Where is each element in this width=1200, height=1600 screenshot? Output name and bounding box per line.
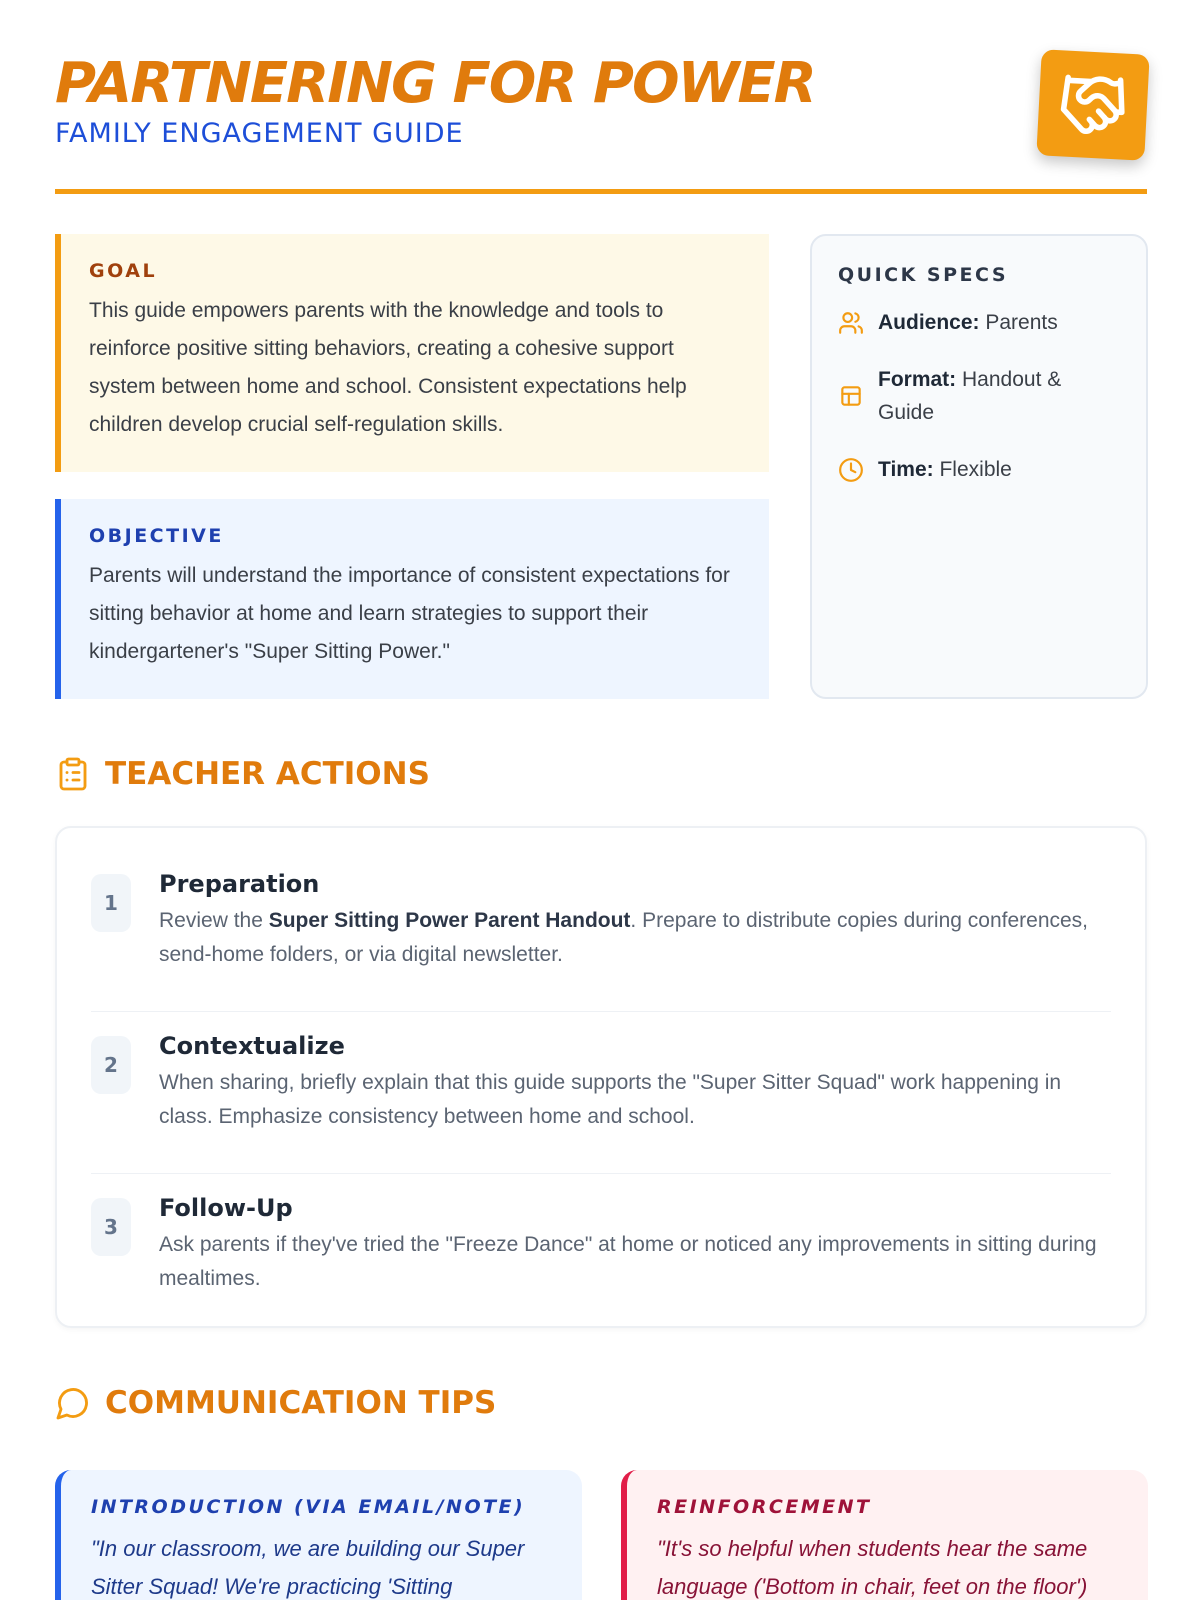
spec-time-value: Flexible	[939, 458, 1012, 481]
step-description: Ask parents if they've tried the "Freeze Dance" at home or noticed any improvements in sitting during mealtimes.	[159, 1233, 1097, 1290]
introduction-tip-card	[55, 1470, 582, 1600]
spec-time-key: Time:	[878, 458, 934, 481]
clock-icon	[838, 457, 864, 483]
action-step	[91, 850, 1111, 1012]
page-header	[55, 52, 1147, 194]
spec-audience-key: Audience:	[878, 311, 980, 334]
spec-format-value: Handout & Guide	[878, 368, 1062, 424]
reinforcement-tip-text: "It's so helpful when students hear the same language ('Bottom in chair, feet on the floor')	[657, 1536, 1088, 1599]
clipboard-icon	[55, 755, 91, 793]
quick-specs-title: QUICK SPECS	[838, 264, 1008, 286]
step-title: Follow-Up	[159, 1194, 293, 1222]
spec-audience	[838, 306, 1120, 339]
spec-time	[838, 453, 1120, 486]
speech-bubble-icon	[55, 1385, 91, 1421]
reinforcement-tip-card	[621, 1470, 1148, 1600]
spec-format	[838, 363, 1120, 429]
teacher-actions-title: TEACHER ACTIONS	[105, 756, 430, 792]
page-title: PARTNERING FOR POWER	[55, 51, 815, 116]
step-description: Review the Super Sitting Power Parent Handout. Prepare to distribute copies during conferences, send-home folders, or via digital newsletter.	[159, 909, 1089, 966]
action-step	[91, 1012, 1111, 1174]
introduction-tip-text: "In our classroom, we are building our Super Sitter Squad! We're practicing 'Sitting	[91, 1536, 525, 1599]
objective-box	[55, 499, 769, 699]
communication-tips-heading	[55, 1385, 496, 1421]
reinforcement-tip-label: REINFORCEMENT	[657, 1496, 872, 1518]
step-title: Contextualize	[159, 1032, 345, 1060]
step-title: Preparation	[159, 870, 320, 898]
handshake-icon	[1056, 68, 1130, 142]
logo-badge	[1036, 49, 1149, 161]
goal-text: This guide empowers parents with the knowledge and tools to reinforce positive sitting behaviors, creating a cohesive support system between home and school. Consistent expectations help children develop crucial self-regulation skills.	[89, 299, 687, 436]
communication-tips-title: COMMUNICATION TIPS	[105, 1385, 497, 1421]
quick-specs-card	[810, 234, 1148, 699]
spec-audience-value: Parents	[985, 311, 1058, 334]
objective-label: OBJECTIVE	[89, 525, 224, 547]
layout-icon	[838, 383, 864, 409]
page-subtitle: FAMILY ENGAGEMENT GUIDE	[55, 118, 464, 149]
goal-box	[55, 234, 769, 472]
teacher-actions-heading	[55, 755, 430, 793]
step-number: 1	[91, 874, 131, 932]
spec-format-key: Format:	[878, 368, 957, 391]
objective-text: Parents will understand the importance of consistent expectations for sitting behavior at home and learn strategies to support their kindergartener's "Super Sitting Power."	[89, 564, 730, 663]
step-description: When sharing, briefly explain that this guide supports the "Super Sitter Squad" work happening in class. Emphasize consistency between home and school.	[159, 1071, 1062, 1128]
action-step	[91, 1174, 1111, 1336]
teacher-actions-card	[55, 826, 1147, 1328]
introduction-tip-label: INTRODUCTION (VIA EMAIL/NOTE)	[91, 1496, 526, 1518]
step-number: 2	[91, 1036, 131, 1094]
users-icon	[838, 310, 864, 336]
goal-label: GOAL	[89, 260, 158, 282]
step-number: 3	[91, 1198, 131, 1256]
